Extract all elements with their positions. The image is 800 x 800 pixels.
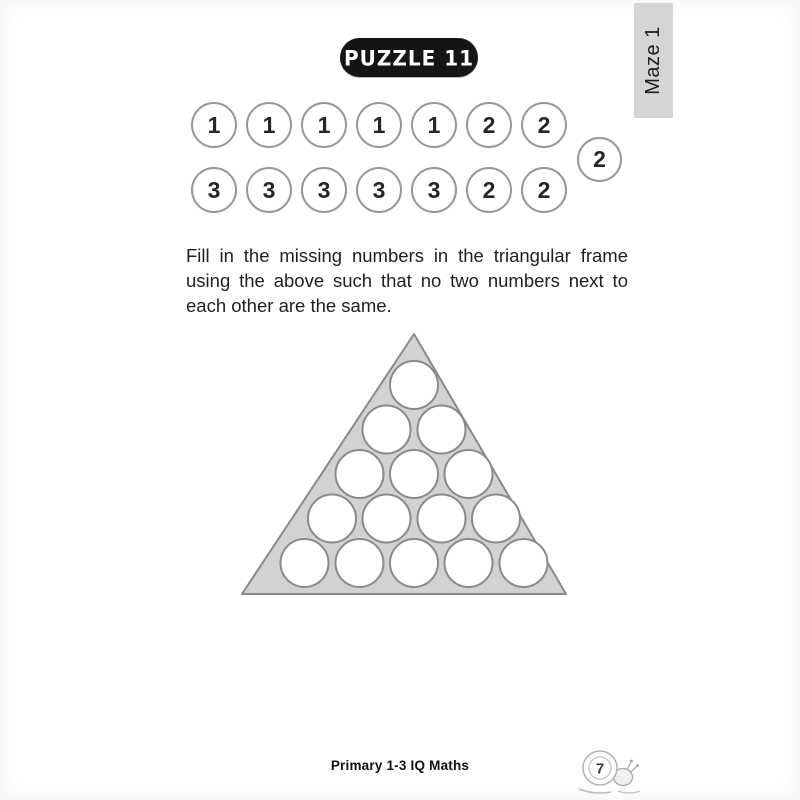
pool-number: 2 [482,111,496,138]
triangular-frame [230,325,580,605]
pool-number: 2 [593,146,606,172]
triangle-cell [418,406,466,454]
triangle-cell [281,539,329,587]
pool-number-circle [301,167,347,213]
number-pool-row-2 [191,167,567,213]
triangle-cell [336,539,384,587]
pool-number-circle [466,167,512,213]
book-footer-title: Primary 1-3 IQ Maths [330,758,470,773]
puzzle-title-banner [340,38,478,77]
pool-number-circle [411,102,457,148]
pool-number-circle [191,102,237,148]
number-pool-row-1 [191,102,567,148]
triangle-cell [445,450,493,498]
pool-number-circle [521,167,567,213]
snail-antenna-tip [630,760,633,763]
pool-number-circle [246,167,292,213]
snail-antenna-tip [636,764,639,767]
triangle-cell [390,539,438,587]
triangle-cell [336,450,384,498]
pool-number: 1 [427,111,441,138]
pool-number-circle [246,102,292,148]
chapter-tab [634,3,673,118]
pool-number: 2 [537,176,551,203]
instructions-line: Fill in the missing numbers in the triangular frame [186,245,628,266]
pool-number: 3 [372,176,386,203]
ground-squiggle [618,791,640,793]
pool-number-circle [191,167,237,213]
instructions-line: using the above such that no two numbers next to [186,270,628,291]
page-number: 7 [595,760,605,778]
pool-number-circle [301,102,347,148]
triangle-cell [363,406,411,454]
pool-number: 1 [207,111,221,138]
triangle-cell [308,495,356,543]
pool-number: 1 [372,111,386,138]
puzzle-title: PUZZLE 11 [343,44,475,71]
snail-antenna [631,766,637,772]
pool-number: 3 [427,176,441,203]
triangle-cell [500,539,548,587]
pool-number: 3 [262,176,276,203]
pool-number: 3 [317,176,331,203]
triangle-cell [445,539,493,587]
pool-number: 2 [537,111,551,138]
instructions-text [186,243,628,318]
triangle-cell [418,495,466,543]
instructions-line: each other are the same. [186,295,392,316]
pool-number: 1 [317,111,331,138]
pool-number: 3 [207,176,221,203]
snail-antenna [627,762,631,770]
ground-squiggle [579,789,611,793]
pool-number-circle [466,102,512,148]
snail-icon [572,743,650,797]
chapter-tab-label: Maze 1 [642,26,664,95]
pool-number-circle [411,167,457,213]
triangle-cell [363,495,411,543]
pool-number: 1 [262,111,276,138]
pool-number-circle [356,102,402,148]
triangle-cell [390,361,438,409]
pool-number: 2 [482,176,496,203]
pool-number-circle [521,102,567,148]
triangle-cell [390,450,438,498]
pool-number-circle [356,167,402,213]
triangle-cell [472,495,520,543]
pool-number-circle-extra [577,137,622,182]
